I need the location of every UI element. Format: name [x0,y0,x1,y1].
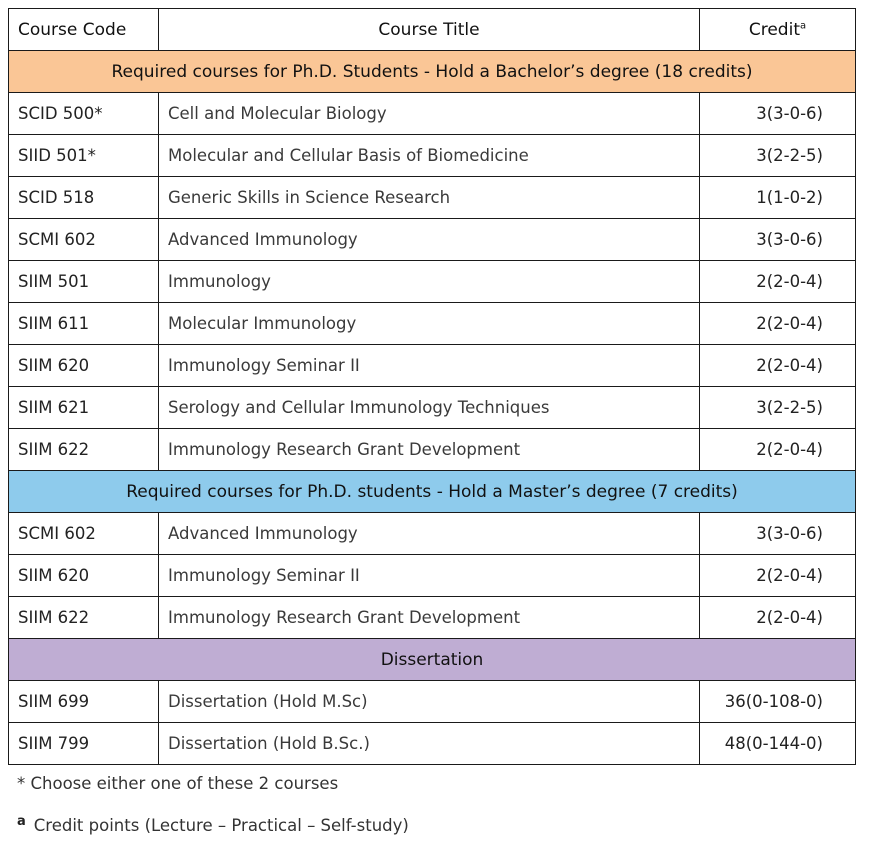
course-title: Dissertation (Hold M.Sc) [159,681,700,723]
course-credit: 2(2-0-4) [700,261,856,303]
table-row [9,513,856,555]
table-row [9,429,856,471]
course-credit: 48(0-144-0) [700,723,856,765]
course-title: Serology and Cellular Immunology Techniques [159,387,700,429]
header-credit-label: Credit [748,19,800,40]
course-title: Advanced Immunology [159,219,700,261]
section-bachelor-row [9,51,856,93]
header-credit [700,9,856,51]
table-row [9,387,856,429]
table-row [9,681,856,723]
course-code: SIIM 611 [9,303,159,345]
course-code: SIIM 622 [9,597,159,639]
course-code: SCMI 602 [9,513,159,555]
footnote-credit-points [17,814,409,835]
course-credit: 2(2-0-4) [700,345,856,387]
course-title: Generic Skills in Science Research [159,177,700,219]
header-course-title: Course Title [159,9,700,51]
header-course-code: Course Code [9,9,159,51]
course-code: SIIM 799 [9,723,159,765]
course-code: SIID 501* [9,135,159,177]
course-code: SIIM 620 [9,345,159,387]
course-credit: 2(2-0-4) [700,597,856,639]
table-row [9,219,856,261]
course-title: Immunology [159,261,700,303]
course-code: SIIM 620 [9,555,159,597]
table-row [9,303,856,345]
header-row [9,9,856,51]
course-code: SIIM 699 [9,681,159,723]
course-credit: 2(2-0-4) [700,303,856,345]
course-code: SCID 518 [9,177,159,219]
section-heading-dissertation: Dissertation [9,639,856,681]
course-title: Immunology Seminar II [159,555,700,597]
table-row [9,135,856,177]
table-row [9,555,856,597]
section-dissertation-row [9,639,856,681]
course-title: Immunology Research Grant Development [159,597,700,639]
course-code: SCID 500* [9,93,159,135]
table-row [9,261,856,303]
course-credit: 2(2-0-4) [700,429,856,471]
footnote-a-marker: a [17,814,26,829]
course-title: Immunology Seminar II [159,345,700,387]
section-heading-bachelor: Required courses for Ph.D. Students - Hold a Bachelor’s degree (18 credits) [9,51,856,93]
course-credit: 3(3-0-6) [700,93,856,135]
course-code: SIIM 501 [9,261,159,303]
course-credit: 1(1-0-2) [700,177,856,219]
course-credit: 36(0-108-0) [700,681,856,723]
table-row [9,93,856,135]
course-table [8,8,856,765]
table-row [9,597,856,639]
footnote-a-text: Credit points (Lecture – Practical – Self-study) [33,816,409,835]
course-title: Molecular Immunology [159,303,700,345]
footnote-star: * Choose either one of these 2 courses [17,774,339,793]
course-title: Cell and Molecular Biology [159,93,700,135]
course-credit: 3(3-0-6) [700,513,856,555]
course-credit: 2(2-0-4) [700,555,856,597]
section-heading-master: Required courses for Ph.D. students - Hold a Master’s degree (7 credits) [9,471,856,513]
table-row [9,177,856,219]
table-row [9,723,856,765]
course-code: SCMI 602 [9,219,159,261]
section-master-row [9,471,856,513]
course-code: SIIM 621 [9,387,159,429]
course-title: Advanced Immunology [159,513,700,555]
course-title: Molecular and Cellular Basis of Biomedicine [159,135,700,177]
header-credit-superscript: a [799,19,807,31]
course-credit: 3(2-2-5) [700,135,856,177]
course-title: Dissertation (Hold B.Sc.) [159,723,700,765]
course-credit: 3(3-0-6) [700,219,856,261]
course-title: Immunology Research Grant Development [159,429,700,471]
table-row [9,345,856,387]
course-credit: 3(2-2-5) [700,387,856,429]
course-code: SIIM 622 [9,429,159,471]
